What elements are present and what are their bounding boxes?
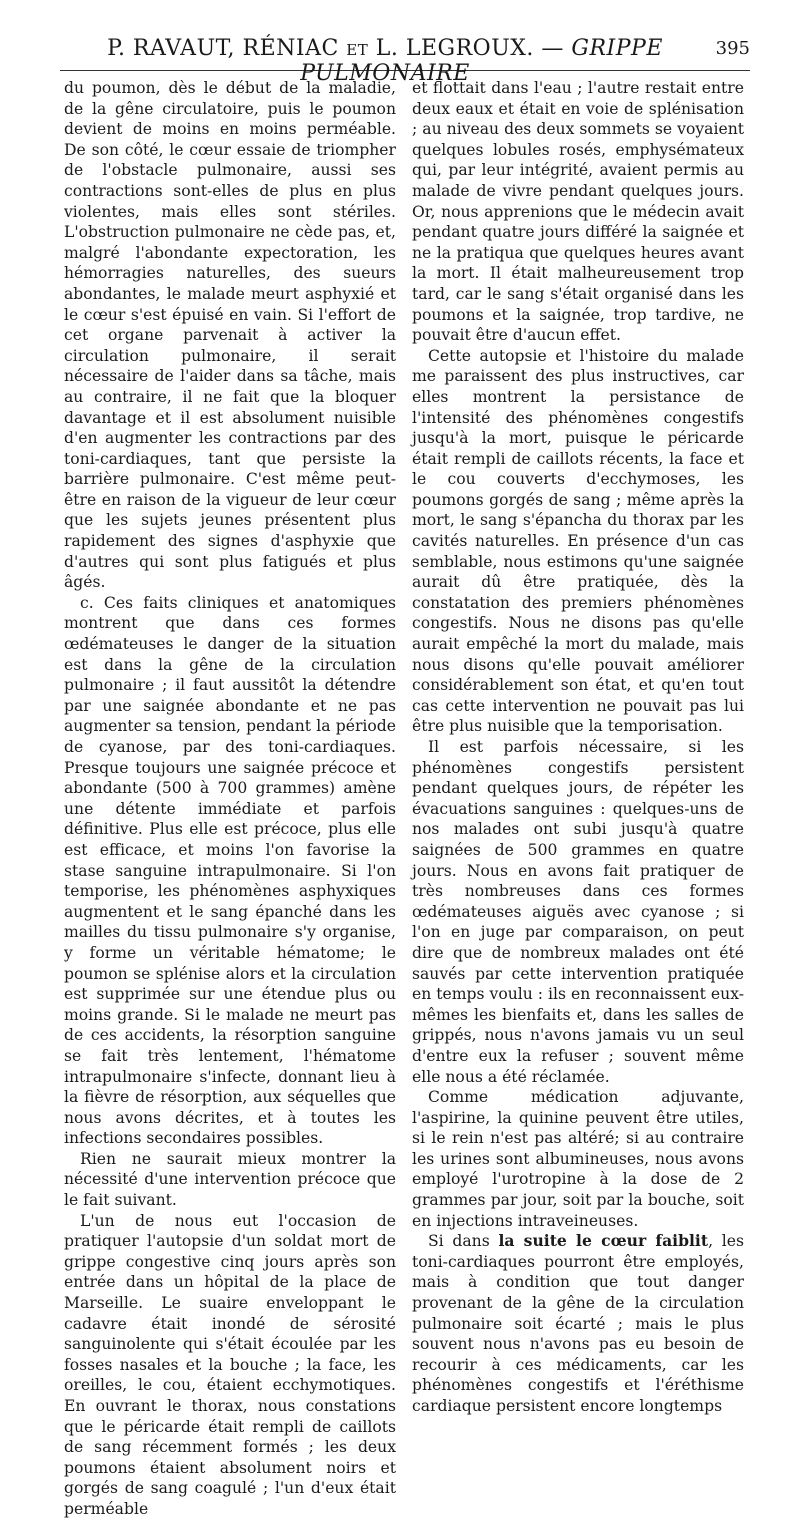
right-column	[412, 78, 744, 1417]
header-topic: GRIPPE PULMONAIRE	[300, 36, 663, 86]
paragraph: et flottait dans l'eau ; l'autre restait entre deux eaux et était en voie de splénisation ; au niveau des deux sommets se voyaient quelques lobules rosés, emphysémateux qui, par leur intégrité, avaient permis au malade de vivre pendant quelques jours. Or, nous apprenions que le médecin avait pendant quatre jours différé la saignée et ne la pratiqua que quelques heures avant la mort. Il était malheureusement trop tard, car le sang s'était organisé dans les poumons et la saignée, trop tardive, ne pouvait être d'aucun effet.	[412, 79, 744, 345]
paragraph: Rien ne saurait mieux montrer la nécessité d'une intervention précoce que le fait suivant.	[64, 1149, 396, 1210]
paragraph-text: , les toni-cardiaques pourront être employés, mais à condition que tout danger provenant de la gêne de la circulation pulmonaire soit écarté ; mais le plus souvent nous n'avons pas eu besoin de recourir à ces médicaments, car les phénomènes congestifs et l'éréthisme cardiaque persistent encore longtemps	[412, 1232, 744, 1415]
paragraph: Il est parfois nécessaire, si les phénomènes congestifs persistent pendant quelques jours, de répéter les évacuations sanguines : quelques-uns de nos malades ont subi jusqu'à quatre saignées de 500 grammes en quatre jours. Nous en avons fait pratiquer de très nombreuses dans ces formes œdémateuses aiguës avec cyanose ; si l'on en juge par comparaison, on peut dire que de nombreux malades ont été sauvés par cette intervention pratiquée en temps voulu : ils en reconnaissent eux-mêmes les bienfaits et, dans les salles de grippés, nous n'avons jamais vu un seul d'entre eux la refuser ; souvent même elle nous a été réclamée.	[412, 738, 744, 1086]
paragraph	[412, 1231, 744, 1416]
left-column	[64, 78, 396, 1520]
header-dash: —	[533, 36, 572, 61]
paragraph: Cette autopsie et l'histoire du malade me paraissent des plus instructives, car elles montrent la persistance de l'intensité des phénomènes congestifs jusqu'à la mort, puisque le péricarde était rempli de caillots récents, la face et le cou couverts d'ecchymoses, les poumons gorgés de sang ; même après la mort, le sang s'épancha du thorax par les cavités naturelles. En présence d'un cas semblable, nous estimons qu'une saignée aurait dû être pratiquée, dès la constatation des premiers phénomènes congestifs. Nous ne disons pas qu'elle aurait empêché la mort du malade, mais nous disons qu'elle pouvait améliorer considérablement son état, et qu'en tout cas cette intervention ne pouvait pas lui être plus nuisible que la temporisation.	[412, 346, 744, 736]
emphasis-text: la suite le cœur faiblit	[498, 1231, 709, 1251]
page-number: 395	[715, 38, 750, 59]
paragraph: Comme médication adjuvante, l'aspirine, la quinine peuvent être utiles, si le rein n'est pas altéré; si au contraire les urines sont albumineuses, nous avons employé l'urotropine à la dose de 2 grammes par jour, soit par la bouche, soit en injections intraveineuses.	[412, 1088, 744, 1230]
paragraph-text: Si dans	[428, 1232, 499, 1251]
header-authors: P. RAVAUT, RÉNIAC et L. LEGROUX.	[107, 36, 534, 61]
paragraph: c. Ces faits cliniques et anatomiques montrent que dans ces formes œdémateuses le danger de la situation est dans la gêne de la circulation pulmonaire ; il faut aussitôt la détendre par une saignée abondante et ne pas augmenter sa tension, pendant la période de cyanose, par des toni-cardiaques. Presque toujours une saignée précoce et abondante (500 à 700 grammes) amène une détente immédiate et parfois définitive. Plus elle est précoce, plus elle est efficace, et moins l'on favorise la stase sanguine intrapulmonaire. Si l'on temporise, les phénomènes asphyxiques augmentent et le sang épanché dans les mailles du tissu pulmonaire s'y organise, y forme un véritable hématome; le poumon se splénise alors et la circulation est supprimée sur une étendue plus ou moins grande. Si le malade ne meurt pas de ces accidents, la résorption sanguine se fait très lentement, l'hématome intrapulmonaire s'infecte, donnant lieu à la fièvre de résorption, aux séquelles que nous avons décrites, et à toutes les infections secondaires possibles.	[64, 593, 396, 1148]
paragraph: du poumon, dès le début de la maladie, de la gêne circulatoire, puis le poumon devient de moins en moins perméable. De son côté, le cœur essaie de triompher de l'obstacle pulmonaire, aussi ses contractions sont-elles de plus en plus violentes, mais elles sont stériles. L'obstruction pulmonaire ne cède pas, et, malgré l'abondante expectoration, les hémorragies naturelles, des sueurs abondantes, le malade meurt asphyxié et le cœur s'est épuisé en vain. Si l'effort de cet organe parvenait à activer la circulation pulmonaire, il serait nécessaire de l'aider dans sa tâche, mais au contraire, il ne fait que la bloquer davantage et il est absolument nuisible d'en augmenter les contractions par des toni-cardiaques, tant que persiste la barrière pulmonaire. C'est même peut-être en raison de la vigueur de leur cœur que les sujets jeunes présentent plus rapidement des signes d'asphyxie que d'autres qui sont plus fatigués et plus âgés.	[64, 79, 396, 592]
running-header	[60, 36, 750, 86]
paragraph: L'un de nous eut l'occasion de pratiquer l'autopsie d'un soldat mort de grippe congestive cinq jours après son entrée dans un hôpital de la place de Marseille. Le suaire enveloppant le cadavre était inondé de sérosité sanguinolente qui s'était écoulée par les fosses nasales et la bouche ; la face, les oreilles, le cou, étaient ecchymotiques. En ouvrant le thorax, nous constations que le péricarde était rempli de caillots de sang récemment formés ; les deux poumons étaient absolument noirs et gorgés de sang coagulé ; l'un d'eux était perméable	[64, 1211, 396, 1518]
